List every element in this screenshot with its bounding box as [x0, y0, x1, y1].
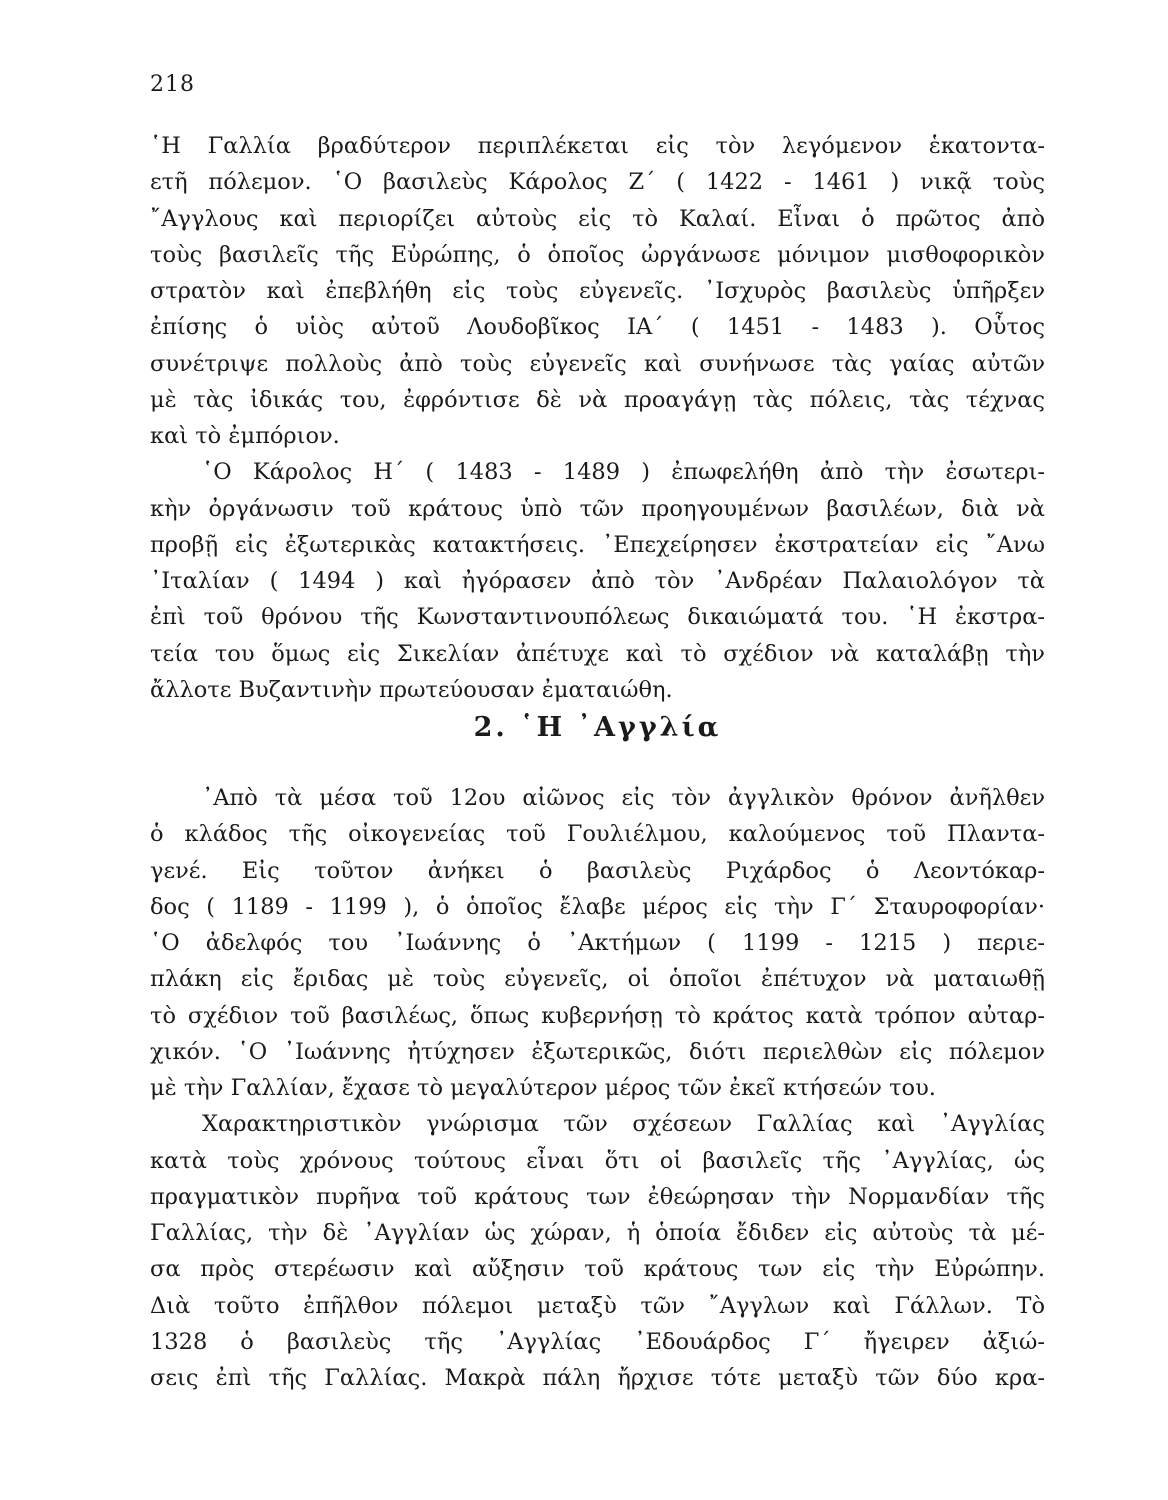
text-line: ετῆ πόλεμον. ῾Ο βασιλεὺς Κάρολος Ζ΄ ( 1422 - 1461 ) νικᾷ τοὺς	[150, 169, 1045, 196]
text-line: τεία του ὅμως εἰς Σικελίαν ἀπέτυχε καὶ τὸ σχέδιον νὰ καταλάβῃ τὴν	[150, 640, 1045, 667]
text-line: ἄλλοτε Βυζαντινὴν πρωτεύουσαν ἐματαιώθη.	[150, 676, 673, 703]
text-line: μὲ τὰς ἰδικάς του, ἐφρόντισε δὲ νὰ προαγάγῃ τὰς πόλεις, τὰς τέχνας	[150, 386, 1045, 413]
text-line: χικόν. ῾Ο ᾿Ιωάννης ἠτύχησεν ἐξωτερικῶς, διότι περιελθὼν εἰς πόλεμον	[150, 1038, 1045, 1065]
text-line: προβῇ εἰς ἐξωτερικὰς κατακτήσεις. ᾿Επεχείρησεν ἐκστρατείαν εἰς ῎Ανω	[150, 531, 1045, 558]
text-line: ἐπίσης ὁ υἱὸς αὐτοῦ Λουδοβῖκος ΙΑ΄ ( 1451 - 1483 ). Οὗτος	[150, 314, 1045, 341]
text-line: κὴν ὀργάνωσιν τοῦ κράτους ὑπὸ τῶν προηγουμένων βασιλέων, διὰ νὰ	[150, 495, 1045, 522]
text-line: πλάκη εἰς ἔριδας μὲ τοὺς εὐγενεῖς, οἱ ὁποῖοι ἐπέτυχον νὰ ματαιωθῇ	[150, 966, 1045, 993]
text-line: γενέ. Εἰς τοῦτον ἀνήκει ὁ βασιλεὺς Ριχάρδος ὁ Λεοντόκαρ-	[150, 857, 1045, 884]
text-line: ῾Ο ἀδελφός του ᾿Ιωάννης ὁ ᾿Ακτήμων ( 1199 - 1215 ) περιε-	[150, 930, 1045, 956]
text-line: κατὰ τοὺς χρόνους τούτους εἶναι ὅτι οἱ βασιλεῖς τῆς ᾿Αγγλίας, ὡς	[150, 1147, 1045, 1174]
text-line: ἐπὶ τοῦ θρόνου τῆς Κωνσταντινουπόλεως δικαιώματά του. ῾Η ἐκστρα-	[150, 604, 1045, 631]
text-line: μὲ τὴν Γαλλίαν, ἔχασε τὸ μεγαλύτερον μέρος τῶν ἐκεῖ κτήσεών του.	[150, 1075, 936, 1101]
text-line: ῾Ο Κάρολος Η΄ ( 1483 - 1489 ) ἐπωφελήθη ἀπὸ τὴν ἐσωτερι-	[202, 459, 1045, 486]
text-line: ᾿Απὸ τὰ μέσα τοῦ 12ου αἰῶνος εἰς τὸν ἀγγλικὸν θρόνον ἀνῆλθεν	[202, 785, 1045, 811]
text-line: Γαλλίας, τὴν δὲ ᾿Αγγλίαν ὡς χώραν, ἡ ὁποία ἔδιδεν εἰς αὐτοὺς τὰ μέ-	[150, 1220, 1045, 1246]
text-line: καὶ τὸ ἐμπόριον.	[150, 423, 340, 449]
text-line: 1328 ὁ βασιλεὺς τῆς ᾿Αγγλίας ᾿Εδουάρδος Γ΄ ἤγειρεν ἀξιώ-	[150, 1328, 1045, 1355]
text-line: ῎Αγγλους καὶ περιορίζει αὐτοὺς εἰς τὸ Καλαί. Εἶναι ὁ πρῶτος ἀπὸ	[150, 205, 1045, 232]
text-line: στρατὸν καὶ ἐπεβλήθη εἰς τοὺς εὐγενεῖς. ᾿Ισχυρὸς βασιλεὺς ὑπῆρξεν	[150, 278, 1045, 304]
text-line: ῾Η Γαλλία βραδύτερον περιπλέκεται εἰς τὸν λεγόμενον ἑκατοντα-	[150, 133, 1045, 159]
text-line: δος ( 1189 - 1199 ), ὁ ὁποῖος ἔλαβε μέρος εἰς τὴν Γ΄ Σταυροφορίαν·	[150, 893, 1045, 920]
text-line: τοὺς βασιλεῖς τῆς Εὐρώπης, ὁ ὁποῖος ὠργάνωσε μόνιμον μισθοφορικὸν	[150, 241, 1045, 268]
text-line: ὁ κλάδος τῆς οἰκογενείας τοῦ Γουλιέλμου, καλούμενος τοῦ Πλαντα-	[150, 821, 1045, 848]
page-number: 218	[150, 72, 195, 97]
text-line: ᾿Ιταλίαν ( 1494 ) καὶ ἠγόρασεν ἀπὸ τὸν ᾿Ανδρέαν Παλαιολόγον τὰ	[150, 568, 1045, 594]
section-1-text	[150, 128, 1045, 708]
text-line: Διὰ τοῦτο ἐπῆλθον πόλεμοι μεταξὺ τῶν ῎Αγγλων καὶ Γάλλων. Τὸ	[150, 1292, 1045, 1319]
text-line: τὸ σχέδιον τοῦ βασιλέως, ὅπως κυβερνήσῃ τὸ κράτος κατὰ τρόπον αὐταρ-	[150, 1002, 1045, 1029]
text-line: σα πρὸς στερέωσιν καὶ αὔξησιν τοῦ κράτους των εἰς τὴν Εὐρώπην.	[150, 1256, 1045, 1283]
text-line: σεις ἐπὶ τῆς Γαλλίας. Μακρὰ πάλη ἤρχισε τότε μεταξὺ τῶν δύο κρα-	[150, 1365, 1045, 1391]
section-2-text	[150, 780, 1045, 1396]
section-2-heading: 2. ῾Η ᾿Αγγλία	[473, 712, 722, 743]
text-line: Χαρακτηριστικὸν γνώρισμα τῶν σχέσεων Γαλλίας καὶ ᾿Αγγλίας	[202, 1111, 1045, 1138]
text-line: συνέτριψε πολλοὺς ἀπὸ τοὺς εὐγενεῖς καὶ συνήνωσε τὰς γαίας αὐτῶν	[150, 350, 1045, 377]
text-line: πραγματικὸν πυρῆνα τοῦ κράτους των ἐθεώρησαν τὴν Νορμανδίαν τῆς	[150, 1183, 1045, 1210]
